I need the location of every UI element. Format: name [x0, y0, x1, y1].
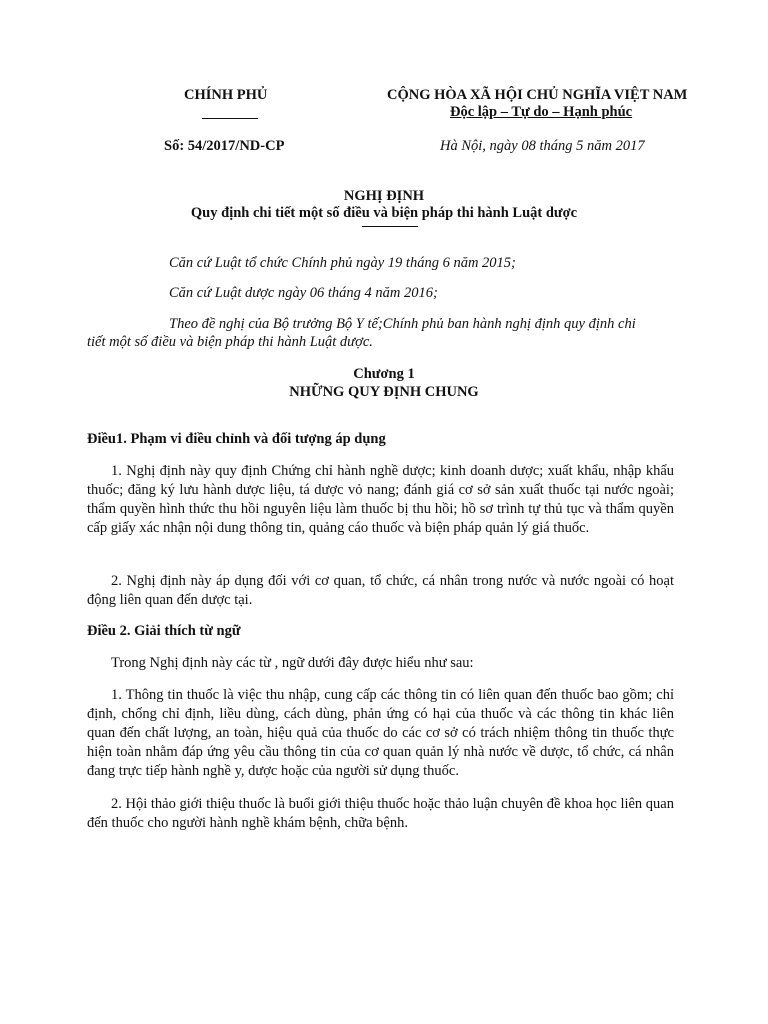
document-subject: Quy định chi tiết một số điều và biện pháp thi hành Luật dược — [190, 205, 578, 221]
place-and-date: Hà Nội, ngày 08 tháng 5 năm 2017 — [440, 138, 645, 154]
agency-divider — [202, 118, 258, 119]
document-number: Số: 54/2017/ND-CP — [164, 138, 285, 154]
country-name: CỘNG HÒA XÃ HỘI CHỦ NGHĨA VIỆT NAM — [387, 87, 688, 103]
title-divider — [362, 226, 418, 227]
article-2-clause-2: 2. Hội thảo giới thiệu thuốc là buổi giới thiệu thuốc hoặc thảo luận chuyên đề khoa học liên quan đến thuốc cho người hành nghề khám bệnh, chữa bệnh. — [87, 796, 674, 831]
article-1-heading: Điều1. Phạm vi điều chỉnh và đối tượng áp dụng — [87, 431, 386, 447]
article-2-intro: Trong Nghị định này các từ , ngữ dưới đây được hiểu như sau: — [111, 655, 474, 671]
article-2-clause-1: 1. Thông tin thuốc là việc thu nhập, cung cấp các thông tin có liên quan đến thuốc bao gồm; chỉ định, chống chỉ định, liều dùng, cách dùng, phản ứng có hại của thuốc và các thông tin khác liên quan đến chất lượng, an toàn, hiệu quả của thuốc do các cơ sở có trách nhiệm thông tin thuốc thực hiện toàn nhằm đáp ứng yêu cầu thông tin của cơ quan quản lý nhà nước về dược, tổ chức, cá nhân đang trực tiếp hành nghề y, dược hoặc của người sử dụng thuốc. — [87, 687, 674, 779]
proposal-line-1: Theo đề nghị của Bộ trưởng Bộ Y tế;Chính phủ ban hành nghị định quy định chi — [169, 316, 636, 332]
article-1-clause-1: 1. Nghị định này quy định Chứng chỉ hành nghề dược; kinh doanh dược; xuất khẩu, nhập khẩu thuốc; đăng ký lưu hành dược liệu, tá dược vỏ nang; đánh giá cơ sở sản xuất thuốc tại nước ngoài; thẩm quyền hình thức thu hồi nguyên liệu làm thuốc bị thu hồi; hồ sơ trình tự thủ tục và thẩm quyền cấp giấy xác nhận nội dung thông tin, quảng cáo thuốc và biện pháp quản lý giá thuốc. — [87, 463, 674, 536]
legal-basis-1: Căn cứ Luật tổ chức Chính phủ ngày 19 tháng 6 năm 2015; — [169, 255, 516, 271]
chapter-title: NHỮNG QUY ĐỊNH CHUNG — [289, 384, 479, 400]
national-motto: Độc lập – Tự do – Hạnh phúc — [450, 104, 633, 120]
document-type: NGHỊ ĐỊNH — [343, 188, 425, 204]
article-2-heading: Điều 2. Giải thích từ ngữ — [87, 623, 241, 639]
article-1-clause-2: 2. Nghị định này áp dụng đối với cơ quan, tổ chức, cá nhân trong nước và nước ngoài có hoạt động liên quan đến dược tại. — [87, 573, 674, 608]
legal-basis-2: Căn cứ Luật dược ngày 06 tháng 4 năm 2016; — [169, 285, 438, 301]
agency-name: CHÍNH PHỦ — [184, 87, 268, 103]
proposal-line-2: tiết một số điều và biện pháp thi hành Luật dược. — [87, 334, 373, 350]
chapter-label: Chương 1 — [353, 366, 415, 382]
